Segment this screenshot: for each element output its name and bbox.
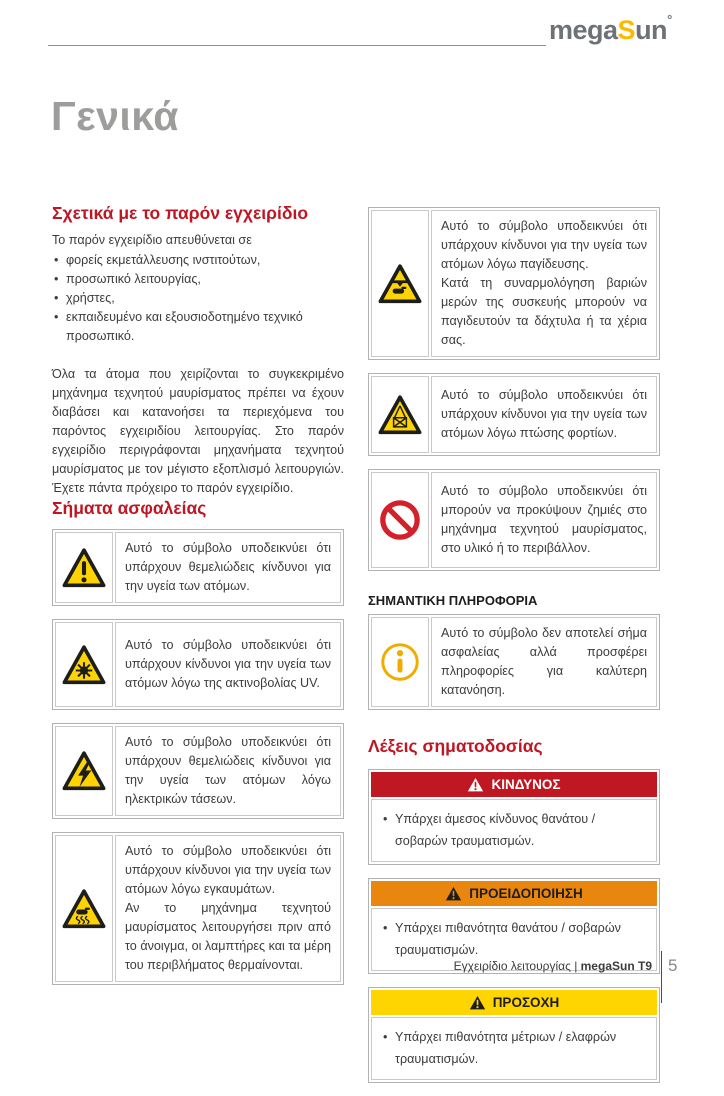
logo-ring-mark: ° [667,12,672,27]
left-column [52,203,344,985]
safety-sign-text: Αυτό το σύμβολο υποδεικνύει ότι μπορούν να προκύψουν ζημιές στο μηχάνημα τεχνητού μαυρίσματος, στο υλικό ή το περιβάλλον. [431,472,657,568]
safety-sign-text: Αυτό το σύμβολο υποδεικνύει ότι υπάρχουν κίνδυνοι για την υγεία των ατόμων λόγω εγκαυμάτων. Αν το μηχάνημα τεχνητού μαυρίσματος λειτουργήσει πριν από το άνοιγμα, οι λαμπτήρες και τα μέρη του περιβλήματος θερμαίνονται. [115,835,341,982]
safety-sign-text: Αυτό το σύμβολο υποδεικνύει ότι υπάρχουν θεμελιώδεις κίνδυνοι για την υγεία των ατόμων. [115,532,341,603]
hot-surface-warning-icon [55,835,113,982]
important-info-box [368,614,660,710]
logo-text-accent: S [617,15,636,45]
signal-word-header-warning [371,881,657,906]
warning-triangle-icon [445,886,462,901]
electric-voltage-warning-icon [55,726,113,816]
audience-list [52,251,344,346]
signal-words-section-title: Λέξεις σηματοδοσίας [368,736,543,756]
signal-word-label: ΠΡΟΕΙΔΟΠΟΙΗΣΗ [469,886,583,901]
signal-word-header-caution [371,990,657,1015]
falling-load-warning-icon [371,376,429,453]
safety-sign-text: Αυτό το σύμβολο υποδεικνύει ότι υπάρχουν κίνδυνοι για την υγεία των ατόμων λόγω της ακτινοβολίας UV. [115,622,341,707]
general-warning-icon [55,532,113,603]
list-item: • προσωπικό λειτουργίας, [52,270,344,289]
safety-sign-falling-load [368,373,660,456]
warning-triangle-icon [467,777,484,792]
footer-doc-label: Εγχειρίδιο λειτουργίας | megaSun T9 [453,959,652,973]
uv-radiation-warning-icon [55,622,113,707]
signal-word-label: ΚΙΝΔΥΝΟΣ [491,777,561,792]
safety-signs-section-title: Σήματα ασφαλείας [52,498,207,518]
footer-divider [661,951,662,1003]
header-rule [48,45,546,46]
important-info-text: Αυτό το σύμβολο δεν αποτελεί σήμα ασφαλείας αλλά προσφέρει πληροφορίες για καλύτερη κατανόηση. [431,617,657,707]
info-icon [371,617,429,707]
safety-sign-text: Αυτό το σύμβολο υποδεικνύει ότι υπάρχουν θεμελιώδεις κίνδυνοι για την υγεία των ατόμων λόγω ηλεκτρικών τάσεων. [115,726,341,816]
about-intro: Το παρόν εγχειρίδιο απευθύνεται σε [52,233,252,247]
hand-entrapment-warning-icon [371,210,429,357]
safety-sign-text: Αυτό το σύμβολο υποδεικνύει ότι υπάρχουν κίνδυνοι για την υγεία των ατόμων λόγω παγίδευσης. Κατά τη συναρμολόγηση βαριών μερών της συσκευής μπορούν να παγιδευτούν τα δάχτυλα ή τα χέρια σας. [431,210,657,357]
signal-word-body: • Υπάρχει πιθανότητα μέτριων / ελαφρών τραυματισμών. [371,1017,657,1080]
prohibition-icon [371,472,429,568]
page-title: Γενικά [51,93,180,139]
signal-word-box-danger [368,769,660,865]
signal-word-body: • Υπάρχει πιθανότητα θανάτου / σοβαρών τραυματισμών. [371,908,657,971]
safety-sign-uv [52,619,344,710]
safety-sign-prohibition [368,469,660,571]
important-info-title: ΣΗΜΑΝΤΙΚΗ ΠΛΗΡΟΦΟΡΙΑ [368,593,538,608]
signal-word-box-caution [368,987,660,1083]
megasun-logo [549,12,672,46]
safety-sign-general [52,529,344,606]
signal-word-header-danger [371,772,657,797]
footer-page-number: 5 [668,956,678,975]
logo-text-suffix: un [635,15,668,45]
signal-word-body: • Υπάρχει άμεσος κίνδυνος θανάτου / σοβαρών τραυματισμών. [371,799,657,862]
safety-sign-electric [52,723,344,819]
logo-text-prefix: mega [549,15,618,45]
signal-word-label: ΠΡΟΣΟΧΗ [492,995,560,1010]
safety-sign-entrapment [368,207,660,360]
list-item: • εκπαιδευμένο και εξουσιοδοτημένο τεχνικό προσωπικό. [52,308,344,346]
list-item: • φορείς εκμετάλλευσης ινστιτούτων, [52,251,344,270]
warning-triangle-icon [469,995,486,1010]
footer-product-name: megaSun T9 [580,959,652,973]
about-section-title: Σχετικά με το παρόν εγχειρίδιο [52,203,309,223]
safety-sign-text: Αυτό το σύμβολο υποδεικνύει ότι υπάρχουν κίνδυνοι για την υγεία των ατόμων λόγω πτώσης φορτίων. [431,376,657,453]
list-item: • χρήστες, [52,289,344,308]
about-paragraph: Όλα τα άτομα που χειρίζονται το συγκεκριμένο μηχάνημα τεχνητού μαυρίσματος πρέπει να έχουν διαβάσει και κατανοήσει τα περιεχόμενα του παρόντος εγχειριδίου λειτουργίας. Στο παρόν εγχειρίδιο περιγράφονται μηχανήματα τεχνητού μαυρίσματος με τον μέγιστο εξοπλισμό λειτουργιών. Έχετε πάντα πρόχειρο το παρόν εγχειρίδιο. [52,367,344,495]
